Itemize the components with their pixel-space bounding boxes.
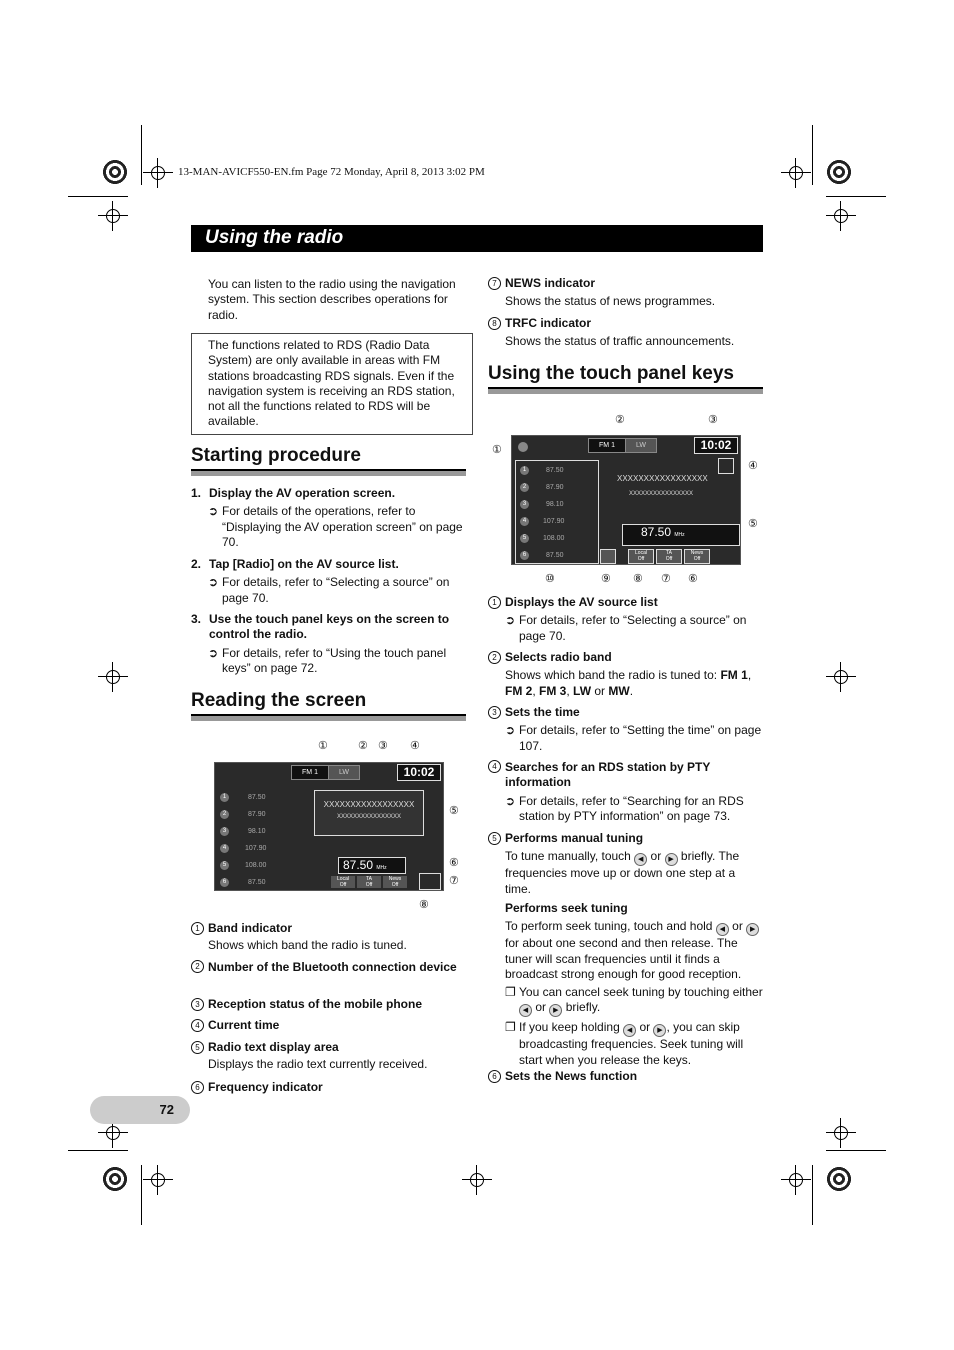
reading-section	[191, 690, 466, 721]
preset-4: 4	[520, 517, 529, 526]
reading-item-8: 8 TRFC indicator Shows the status of traffic announcements.	[488, 316, 763, 350]
preset-6: 6	[520, 551, 529, 560]
registration-mark	[101, 158, 129, 186]
crosshair-mark	[462, 1165, 492, 1195]
heading-rule	[191, 714, 466, 721]
crosshair-mark	[826, 201, 856, 231]
callout-8: ⑧	[419, 899, 429, 911]
registration-mark	[825, 1165, 853, 1193]
touch-item-4: 4 Searches for an RDS station by PTY information ➲ For details, refer to “Searching for an RDS station by PTY information” on page 73.	[488, 760, 763, 824]
tune-up-icon: ▶	[653, 1024, 666, 1037]
callout-8: ⑧	[633, 573, 643, 585]
crosshair-mark	[826, 1118, 856, 1148]
touch-screen-image	[511, 435, 741, 565]
tune-up-icon: ▶	[746, 923, 759, 936]
callout-4: ④	[748, 460, 758, 472]
reading-item-3: 3 Reception status of the mobile phone	[191, 997, 466, 1012]
preset-freq: 87.90	[248, 811, 266, 818]
trim-line	[141, 125, 142, 185]
preset-2: 2	[520, 483, 529, 492]
heading-rule	[488, 387, 763, 394]
preset-1: 1	[520, 466, 529, 475]
touch-item-2: 2 Selects radio band Shows which band the radio is tuned to: FM 1, FM 2, FM 3, LW or MW.	[488, 650, 763, 699]
page-title: Using the radio	[205, 227, 344, 248]
touch-item-1: 1 Displays the AV source list ➲ For details, refer to “Selecting a source” on page 70.	[488, 595, 763, 644]
preset-freq: 107.90	[245, 845, 267, 852]
preset-freq: 87.50	[546, 552, 564, 559]
starting-heading: Starting procedure	[191, 445, 361, 466]
indicator-box	[419, 873, 441, 890]
preset-freq: 87.50	[248, 794, 266, 801]
heading-rule	[191, 469, 466, 476]
touch-item-6: 6 Sets the News function	[488, 1069, 763, 1084]
crosshair-mark	[143, 158, 173, 188]
callout-5: ⑤	[449, 805, 459, 817]
touch-item-3: 3 Sets the time ➲ For details, refer to “Setting the time” on page 107.	[488, 705, 763, 754]
callout-1: ①	[318, 740, 328, 752]
radio-text-area: XXXXXXXXXXXXXXXXX XXXXXXXXXXXXXXXX	[314, 790, 424, 836]
touch-section	[488, 363, 763, 394]
preset-freq: 98.10	[248, 828, 266, 835]
note-box	[191, 333, 473, 435]
callout-9: ⑨	[601, 573, 611, 585]
callout-3: ③	[378, 740, 388, 752]
tune-down-icon: ◀	[519, 1004, 532, 1017]
intro-text: You can listen to the radio using the navigation system. This section describes operations for radio.	[208, 277, 456, 322]
fm-band-tab: FM 1	[291, 765, 329, 780]
trim-line	[812, 125, 813, 185]
preset-1: 1	[220, 793, 229, 802]
callout-5: ⑤	[748, 518, 758, 530]
reading-item-4: 4 Current time	[191, 1018, 466, 1033]
news-button: News Off	[383, 876, 407, 888]
reading-item-7: 7 NEWS indicator Shows the status of news programmes.	[488, 276, 763, 310]
callout-6: ⑥	[449, 857, 459, 869]
preset-6: 6	[220, 878, 229, 887]
preset-freq: 107.90	[543, 518, 565, 525]
preset-freq: 108.00	[245, 862, 267, 869]
callout-6: ⑥	[688, 573, 698, 585]
registration-mark	[825, 158, 853, 186]
frequency-display: 87.50 MHz	[338, 857, 406, 874]
preset-freq: 108.00	[543, 535, 565, 542]
page-number: 72	[159, 1102, 174, 1117]
reading-heading: Reading the screen	[191, 690, 367, 711]
local-button: Local Off	[628, 549, 654, 564]
bsm-button	[600, 549, 616, 564]
trim-line	[826, 196, 886, 197]
callout-3: ③	[708, 414, 718, 426]
lw-band-tab: LW	[625, 438, 657, 453]
seek-block: Performs seek tuning To perform seek tuning, touch and hold ◀ or ▶ for about one second and then release. The tuner will scan frequencies until it finds a broadcast strong enough for good reception. ❐ You can cancel seek tuning by touching either ◀ or ▶ briefly. ❐ If you keep holding ◀ or ▶ , you can skip broadcasting frequencies. Seek tuning will start when you release the keys.	[505, 901, 763, 1067]
file-header: 13-MAN-AVICF550-EN.fm Page 72 Monday, April 8, 2013 3:02 PM	[178, 166, 485, 178]
news-button: News Off	[684, 549, 710, 564]
callout-7: ⑦	[661, 573, 671, 585]
page-number-tab	[90, 1096, 190, 1124]
reading-item-2: 2 Number of the Bluetooth connection device	[191, 960, 466, 975]
preset-3: 3	[220, 827, 229, 836]
local-button: Local Off	[331, 876, 355, 888]
callout-7: ⑦	[449, 875, 459, 887]
time-display: 10:02	[397, 764, 441, 781]
radio-text-line-2: XXXXXXXXXXXXXXXX	[629, 491, 694, 497]
crosshair-mark	[143, 1165, 173, 1195]
preset-2: 2	[220, 810, 229, 819]
radio-text-line-1: XXXXXXXXXXXXXXXXX	[617, 474, 708, 483]
step-1: 1. Display the AV operation screen. ➲ For details of the operations, refer to “Displaying the AV operation screen” on page 70.	[191, 486, 463, 549]
touch-heading: Using the touch panel keys	[488, 363, 734, 384]
trim-line	[68, 196, 128, 197]
callout-1: ①	[492, 444, 502, 456]
preset-freq: 87.90	[546, 484, 564, 491]
note-text: The functions related to RDS (Radio Data System) are only available in areas with FM stations broadcasting RDS signals. Even if the navigation system is receiving an RDS station, not all the functions related to RDS will be available.	[208, 338, 455, 429]
preset-4: 4	[220, 844, 229, 853]
crosshair-mark	[781, 158, 811, 188]
time-display: 10:02	[694, 437, 738, 454]
registration-mark	[101, 1165, 129, 1193]
touch-item-5: 5 Performs manual tuning To tune manually, touch ◀ or ▶ briefly. The frequencies move up or down one step at a time.	[488, 831, 763, 897]
reading-item-1: 1 Band indicator Shows which band the radio is tuned.	[191, 921, 466, 954]
preset-5: 5	[520, 534, 529, 543]
tune-up-icon: ▶	[549, 1004, 562, 1017]
lw-band-tab: LW	[328, 765, 360, 780]
tune-up-icon: ▶	[665, 853, 678, 866]
ta-button: TA Off	[357, 876, 381, 888]
preset-freq: 98.10	[546, 501, 564, 508]
callout-10: ⑩	[545, 573, 555, 585]
preset-3: 3	[520, 500, 529, 509]
step-3: 3. Use the touch panel keys on the screen to control the radio. ➲ For details, refer to “Using the touch panel keys” on page 72.	[191, 612, 450, 675]
section-title-bar	[191, 225, 763, 252]
fm-band-tab: FM 1	[588, 438, 626, 453]
trim-line	[812, 1165, 813, 1225]
preset-list-box	[515, 460, 599, 564]
ta-button: TA Off	[656, 549, 682, 564]
preset-freq: 87.50	[248, 879, 266, 886]
crosshair-mark	[98, 201, 128, 231]
radio-screen-image	[214, 762, 444, 891]
preset-5: 5	[220, 861, 229, 870]
preset-freq: 87.50	[546, 467, 564, 474]
crosshair-mark	[98, 662, 128, 692]
tune-down-icon: ◀	[623, 1024, 636, 1037]
trim-line	[68, 1150, 128, 1151]
callout-2: ②	[358, 740, 368, 752]
pty-button	[718, 458, 734, 474]
callout-2: ②	[615, 414, 625, 426]
trim-line	[826, 1150, 886, 1151]
callout-4: ④	[410, 740, 420, 752]
tune-down-icon: ◀	[716, 923, 729, 936]
reading-item-6: 6 Frequency indicator	[191, 1080, 466, 1095]
trim-line	[141, 1165, 142, 1225]
frequency-display: 87.50 MHz	[622, 524, 740, 546]
starting-section	[191, 445, 466, 476]
source-list-button	[518, 442, 528, 452]
crosshair-mark	[781, 1165, 811, 1195]
tune-down-icon: ◀	[634, 853, 647, 866]
step-2: 2. Tap [Radio] on the AV source list. ➲ For details, refer to “Selecting a source” on page 70.	[191, 557, 450, 605]
reading-item-5: 5 Radio text display area Displays the radio text currently received.	[191, 1040, 466, 1073]
crosshair-mark	[826, 662, 856, 692]
